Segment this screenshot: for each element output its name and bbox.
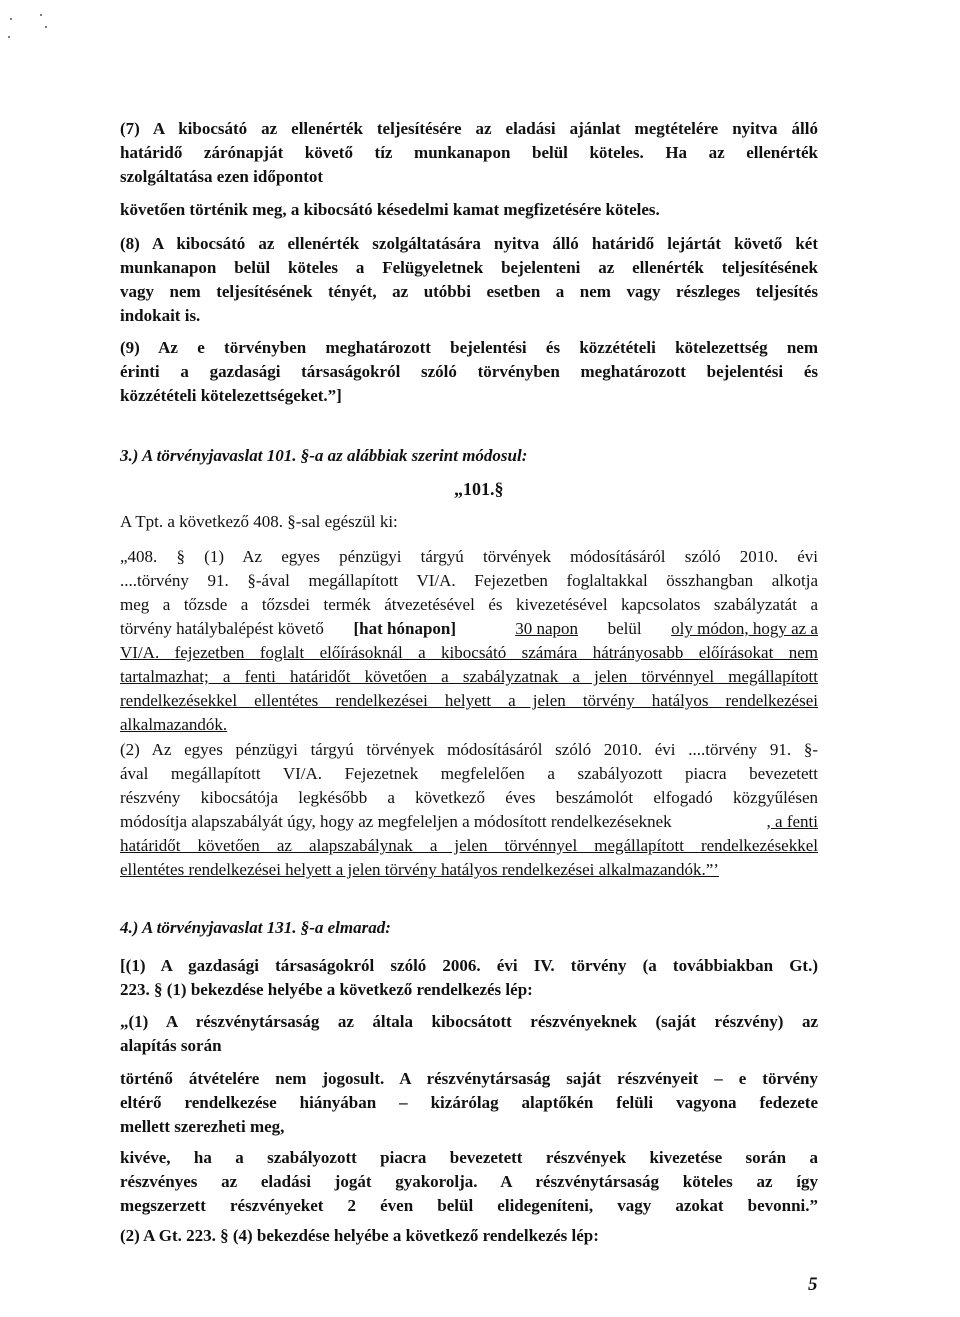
bracketed-deletion: [hat hónapon]: [353, 619, 457, 638]
paragraph-8-line: (8) A kibocsátó az ellenérték szolgáltatására nyitva álló határidő lejártát követő két: [120, 234, 818, 253]
section-4-block-5: [120, 1224, 818, 1248]
inserted-line: tartalmazhat; a fenti határidőt követően a szabályzatnak a jelen törvénnyel megállapított: [120, 667, 818, 686]
paragraph-9-line: érinti a gazdasági társaságokról szóló törvényben meghatározott bejelentési és: [120, 362, 818, 381]
section-408-line: meg a tőzsde a tőzsdei termék átvezetésével és kivezetésével kapcsolatos szabályzatát a: [120, 595, 818, 614]
section-4: [120, 916, 818, 940]
scan-speck: [40, 14, 42, 16]
section-408-2-line: (2) Az egyes pénzügyi tárgyú törvények módosításáról szóló 2010. évi ....törvény 91. §-: [120, 740, 818, 759]
section-4-line: (2) A Gt. 223. § (4) bekezdése helyébe a következő rendelkezés lép:: [120, 1226, 599, 1245]
section-4-line: részvényes az eladási jogát gyakorolja. A részvénytársaság köteles az így: [120, 1172, 818, 1191]
paragraph-7-cont: [120, 198, 818, 222]
paragraph-7: [120, 117, 818, 189]
tpt-intro-text: A Tpt. a következő 408. §-sal egészül ki:: [120, 512, 398, 531]
section-408-line: [120, 617, 818, 641]
inserted-text: 30 napon: [515, 619, 578, 638]
inserted-line: ellentétes rendelkezései helyett a jelen törvény hatályos rendelkezései alkalmazandók.”’: [120, 860, 719, 879]
inserted-text: oly módon, hogy az a: [671, 619, 818, 638]
tpt-intro: [120, 510, 818, 534]
scan-speck: [8, 36, 10, 38]
section-408-2-line: részvény kibocsátója legkésőbb a következő éves beszámolót elfogadó közgyűlésen: [120, 788, 818, 807]
paragraph-9-line: közzétételi kötelezettségeket.”]: [120, 386, 342, 405]
page-number: 5: [808, 1274, 818, 1295]
inserted-line: rendelkezésekkel ellentétes rendelkezései helyett a jelen törvény hatályos rendelkezései: [120, 691, 818, 710]
paragraph-7-line: (7) A kibocsátó az ellenérték teljesítésére az eladási ajánlat megtételére nyitva álló: [120, 119, 818, 138]
section-4-heading: 4.) A törvényjavaslat 131. §-a elmarad:: [120, 918, 391, 937]
section-408-line: „408. § (1) Az egyes pénzügyi tárgyú törvények módosításáról szóló 2010. évi: [120, 547, 818, 566]
paragraph-8-line: vagy nem teljesítésének tényét, az utóbbi esetben a nem vagy részleges teljesítés: [120, 282, 818, 301]
paragraph-8: [120, 232, 818, 328]
section-4-line: mellett szerezheti meg,: [120, 1117, 285, 1136]
paragraph-9: [120, 336, 818, 408]
section-408-para-2: [120, 738, 818, 882]
line-fragment: törvény hatálybalépést követő: [120, 619, 324, 638]
section-3: [120, 444, 818, 468]
section-4-line: történő átvételére nem jogosult. A részvénytársaság saját részvényeit – e törvény: [120, 1069, 818, 1088]
section-4-line: megszerzett részvényeket 2 éven belül elidegeníteni, vagy azokat bevonni.”: [120, 1196, 818, 1215]
section-4-block-4: [120, 1146, 818, 1218]
section-4-block-3: [120, 1067, 818, 1139]
paragraph-9-line: (9) Az e törvényben meghatározott bejelentési és közzétételi kötelezettség nem: [120, 338, 818, 357]
paragraph-7-line: követően történik meg, a kibocsátó késedelmi kamat megfizetésére köteles.: [120, 200, 660, 219]
section-4-block-2: [120, 1010, 818, 1058]
paragraph-8-line: indokait is.: [120, 306, 201, 325]
section-4-line: kivéve, ha a szabályozott piacra bevezetett részvények kivezetése során a: [120, 1148, 818, 1167]
section-408-line: ....törvény 91. §-ával megállapított VI/A. Fejezetben foglaltakkal összhangban alkotja: [120, 571, 818, 590]
inserted-text: , a fenti: [766, 812, 818, 831]
section-4-line: eltérő rendelkezése hiányában – kizárólag alaptőkén felüli vagyona fedezete: [120, 1093, 818, 1112]
section-4-line: „(1) A részvénytársaság az általa kibocsátott részvényeknek (saját részvény) az: [120, 1012, 818, 1031]
section-408-2-line: ával megállapított VI/A. Fejezetnek megfelelően a szabályozott piacra bevezetett: [120, 764, 818, 783]
section-4-line: alapítás során: [120, 1036, 222, 1055]
scan-speck: [10, 18, 12, 20]
section-408-para-1: [120, 545, 818, 737]
section-4-line: 223. § (1) bekezdése helyébe a következő rendelkezés lép:: [120, 980, 533, 999]
section-4-line: [(1) A gazdasági társaságokról szóló 2006. évi IV. törvény (a továbbiakban Gt.): [120, 956, 818, 975]
inserted-line: határidőt követően az alapszabálynak a jelen törvénnyel megállapított rendelkezésekkel: [120, 836, 818, 855]
section-3-heading: 3.) A törvényjavaslat 101. §-a az alábbiak szerint módosul:: [120, 446, 528, 465]
section-4-block-1: [120, 954, 818, 1002]
inserted-line: alkalmazandók.: [120, 715, 228, 734]
section-101-label: „101.§: [454, 479, 504, 499]
scan-speck: [45, 26, 47, 28]
line-fragment: belül: [607, 619, 642, 638]
inserted-line: VI/A. fejezetben foglalt előírásoknál a kibocsátó számára hátrányosabb előírásokat nem: [120, 643, 818, 662]
paragraph-7-line: határidő zárónapját követő tíz munkanapon belül köteles. Ha az ellenérték: [120, 143, 818, 162]
paragraph-7-line: szolgáltatása ezen időpontot: [120, 167, 324, 186]
line-fragment: módosítja alapszabályát úgy, hogy az megfeleljen a módosított rendelkezéseknek: [120, 812, 672, 831]
paragraph-8-line: munkanapon belül köteles a Felügyeletnek bejelenteni az ellenérték teljesítésének: [120, 258, 818, 277]
section-408-2-line: [120, 810, 818, 834]
